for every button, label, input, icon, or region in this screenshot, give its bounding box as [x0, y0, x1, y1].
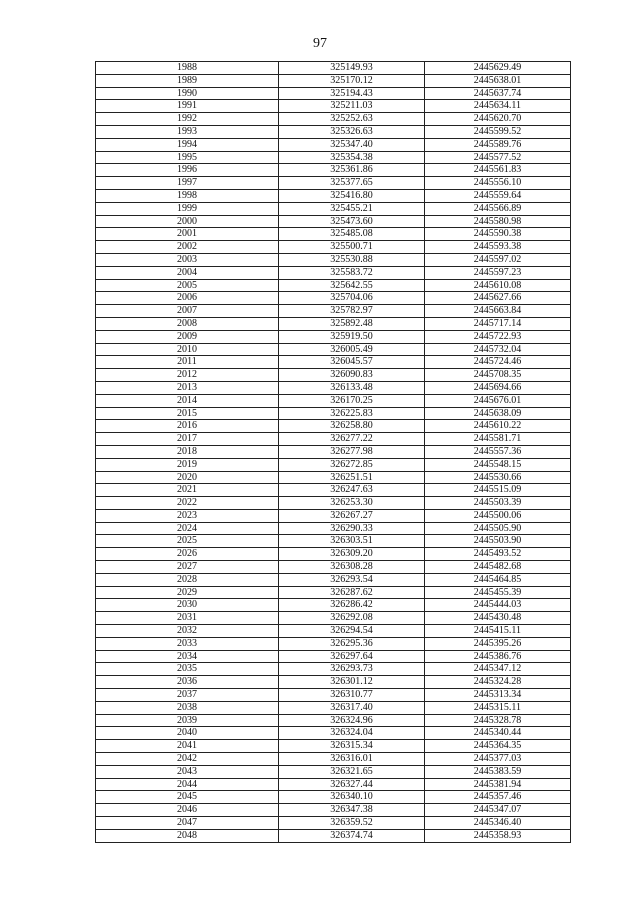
point-number-cell: 2038: [96, 701, 279, 714]
x-coordinate-cell: 326272.85: [279, 458, 425, 471]
point-number-cell: 2035: [96, 663, 279, 676]
point-number-cell: 2011: [96, 356, 279, 369]
x-coordinate-cell: 326308.28: [279, 561, 425, 574]
table-row: [96, 407, 571, 420]
table-row: [96, 164, 571, 177]
table-row: [96, 676, 571, 689]
x-coordinate-cell: 325919.50: [279, 330, 425, 343]
table-row: [96, 381, 571, 394]
y-coordinate-cell: 2445315.11: [425, 701, 571, 714]
table-row: [96, 433, 571, 446]
x-coordinate-cell: 326090.83: [279, 369, 425, 382]
x-coordinate-cell: 325455.21: [279, 202, 425, 215]
table-row: [96, 189, 571, 202]
table-row: [96, 343, 571, 356]
table-row: [96, 586, 571, 599]
x-coordinate-cell: 326315.34: [279, 740, 425, 753]
point-number-cell: 2010: [96, 343, 279, 356]
y-coordinate-cell: 2445444.03: [425, 599, 571, 612]
y-coordinate-cell: 2445358.93: [425, 829, 571, 842]
point-number-cell: 1999: [96, 202, 279, 215]
y-coordinate-cell: 2445597.23: [425, 266, 571, 279]
point-number-cell: 2024: [96, 522, 279, 535]
y-coordinate-cell: 2445347.12: [425, 663, 571, 676]
y-coordinate-cell: 2445629.49: [425, 62, 571, 75]
x-coordinate-cell: 325530.88: [279, 253, 425, 266]
table-row: [96, 458, 571, 471]
x-coordinate-cell: 326317.40: [279, 701, 425, 714]
table-row: [96, 305, 571, 318]
point-number-cell: 2013: [96, 381, 279, 394]
table-row: [96, 138, 571, 151]
table-row: [96, 625, 571, 638]
point-number-cell: 1994: [96, 138, 279, 151]
table-row: [96, 394, 571, 407]
y-coordinate-cell: 2445610.22: [425, 420, 571, 433]
point-number-cell: 2027: [96, 561, 279, 574]
x-coordinate-cell: 326045.57: [279, 356, 425, 369]
table-row: [96, 125, 571, 138]
table-row: [96, 74, 571, 87]
y-coordinate-cell: 2445590.38: [425, 228, 571, 241]
point-number-cell: 2031: [96, 612, 279, 625]
x-coordinate-cell: 326293.54: [279, 573, 425, 586]
x-coordinate-cell: 325252.63: [279, 113, 425, 126]
x-coordinate-cell: 325354.38: [279, 151, 425, 164]
y-coordinate-cell: 2445597.02: [425, 253, 571, 266]
y-coordinate-cell: 2445503.90: [425, 535, 571, 548]
x-coordinate-cell: 326374.74: [279, 829, 425, 842]
y-coordinate-cell: 2445557.36: [425, 445, 571, 458]
point-number-cell: 1996: [96, 164, 279, 177]
x-coordinate-cell: 325583.72: [279, 266, 425, 279]
table-row: [96, 548, 571, 561]
table-row: [96, 701, 571, 714]
point-number-cell: 2023: [96, 509, 279, 522]
point-number-cell: 2018: [96, 445, 279, 458]
x-coordinate-cell: 326290.33: [279, 522, 425, 535]
y-coordinate-cell: 2445637.74: [425, 87, 571, 100]
x-coordinate-cell: 326324.96: [279, 714, 425, 727]
point-number-cell: 1997: [96, 177, 279, 190]
point-number-cell: 2042: [96, 753, 279, 766]
table-row: [96, 471, 571, 484]
page-number: 97: [313, 36, 327, 51]
x-coordinate-cell: 325377.65: [279, 177, 425, 190]
table-row: [96, 829, 571, 842]
coordinates-table: [95, 61, 571, 843]
table-row: [96, 561, 571, 574]
y-coordinate-cell: 2445627.66: [425, 292, 571, 305]
table-row: [96, 215, 571, 228]
point-number-cell: 2020: [96, 471, 279, 484]
y-coordinate-cell: 2445561.83: [425, 164, 571, 177]
point-number-cell: 2006: [96, 292, 279, 305]
table-row: [96, 612, 571, 625]
point-number-cell: 2047: [96, 817, 279, 830]
table-row: [96, 62, 571, 75]
x-coordinate-cell: 326133.48: [279, 381, 425, 394]
point-number-cell: 2045: [96, 791, 279, 804]
point-number-cell: 2025: [96, 535, 279, 548]
y-coordinate-cell: 2445515.09: [425, 484, 571, 497]
table-row: [96, 535, 571, 548]
y-coordinate-cell: 2445347.07: [425, 804, 571, 817]
point-number-cell: 2009: [96, 330, 279, 343]
y-coordinate-cell: 2445395.26: [425, 637, 571, 650]
x-coordinate-cell: 325485.08: [279, 228, 425, 241]
x-coordinate-cell: 326253.30: [279, 497, 425, 510]
table-row: [96, 253, 571, 266]
y-coordinate-cell: 2445548.15: [425, 458, 571, 471]
x-coordinate-cell: 326225.83: [279, 407, 425, 420]
point-number-cell: 2016: [96, 420, 279, 433]
table-row: [96, 497, 571, 510]
point-number-cell: 2044: [96, 778, 279, 791]
x-coordinate-cell: 326277.98: [279, 445, 425, 458]
point-number-cell: 2048: [96, 829, 279, 842]
point-number-cell: 1988: [96, 62, 279, 75]
x-coordinate-cell: 325892.48: [279, 317, 425, 330]
point-number-cell: 1998: [96, 189, 279, 202]
x-coordinate-cell: 326258.80: [279, 420, 425, 433]
x-coordinate-cell: 326316.01: [279, 753, 425, 766]
y-coordinate-cell: 2445381.94: [425, 778, 571, 791]
point-number-cell: 2037: [96, 689, 279, 702]
y-coordinate-cell: 2445386.76: [425, 650, 571, 663]
x-coordinate-cell: 325170.12: [279, 74, 425, 87]
x-coordinate-cell: 326303.51: [279, 535, 425, 548]
y-coordinate-cell: 2445559.64: [425, 189, 571, 202]
point-number-cell: 2012: [96, 369, 279, 382]
x-coordinate-cell: 326005.49: [279, 343, 425, 356]
y-coordinate-cell: 2445620.70: [425, 113, 571, 126]
point-number-cell: 2033: [96, 637, 279, 650]
table-row: [96, 637, 571, 650]
y-coordinate-cell: 2445530.66: [425, 471, 571, 484]
y-coordinate-cell: 2445383.59: [425, 765, 571, 778]
x-coordinate-cell: 326340.10: [279, 791, 425, 804]
table-row: [96, 765, 571, 778]
y-coordinate-cell: 2445593.38: [425, 241, 571, 254]
point-number-cell: 2041: [96, 740, 279, 753]
y-coordinate-cell: 2445663.84: [425, 305, 571, 318]
x-coordinate-cell: 326251.51: [279, 471, 425, 484]
table-row: [96, 317, 571, 330]
y-coordinate-cell: 2445581.71: [425, 433, 571, 446]
table-row: [96, 714, 571, 727]
point-number-cell: 2030: [96, 599, 279, 612]
table-row: [96, 778, 571, 791]
y-coordinate-cell: 2445500.06: [425, 509, 571, 522]
x-coordinate-cell: 326321.65: [279, 765, 425, 778]
table-row: [96, 650, 571, 663]
point-number-cell: 2019: [96, 458, 279, 471]
table-row: [96, 509, 571, 522]
x-coordinate-cell: 325416.80: [279, 189, 425, 202]
x-coordinate-cell: 325347.40: [279, 138, 425, 151]
y-coordinate-cell: 2445676.01: [425, 394, 571, 407]
point-number-cell: 2022: [96, 497, 279, 510]
point-number-cell: 2003: [96, 253, 279, 266]
y-coordinate-cell: 2445580.98: [425, 215, 571, 228]
table-row: [96, 100, 571, 113]
x-coordinate-cell: 326293.73: [279, 663, 425, 676]
table-row: [96, 804, 571, 817]
point-number-cell: 1995: [96, 151, 279, 164]
point-number-cell: 2040: [96, 727, 279, 740]
table-row: [96, 369, 571, 382]
point-number-cell: 1993: [96, 125, 279, 138]
point-number-cell: 2017: [96, 433, 279, 446]
y-coordinate-cell: 2445599.52: [425, 125, 571, 138]
x-coordinate-cell: 326327.44: [279, 778, 425, 791]
table-row: [96, 689, 571, 702]
table-row: [96, 740, 571, 753]
y-coordinate-cell: 2445566.89: [425, 202, 571, 215]
y-coordinate-cell: 2445324.28: [425, 676, 571, 689]
point-number-cell: 2021: [96, 484, 279, 497]
table-row: [96, 791, 571, 804]
x-coordinate-cell: 326309.20: [279, 548, 425, 561]
y-coordinate-cell: 2445577.52: [425, 151, 571, 164]
y-coordinate-cell: 2445357.46: [425, 791, 571, 804]
point-number-cell: 2036: [96, 676, 279, 689]
y-coordinate-cell: 2445340.44: [425, 727, 571, 740]
x-coordinate-cell: 326297.64: [279, 650, 425, 663]
x-coordinate-cell: 326324.04: [279, 727, 425, 740]
y-coordinate-cell: 2445364.35: [425, 740, 571, 753]
x-coordinate-cell: 325500.71: [279, 241, 425, 254]
y-coordinate-cell: 2445732.04: [425, 343, 571, 356]
x-coordinate-cell: 326287.62: [279, 586, 425, 599]
y-coordinate-cell: 2445638.09: [425, 407, 571, 420]
point-number-cell: 2001: [96, 228, 279, 241]
coordinates-table-body: [96, 62, 571, 843]
y-coordinate-cell: 2445328.78: [425, 714, 571, 727]
table-row: [96, 177, 571, 190]
point-number-cell: 1989: [96, 74, 279, 87]
y-coordinate-cell: 2445556.10: [425, 177, 571, 190]
table-row: [96, 817, 571, 830]
x-coordinate-cell: 326347.38: [279, 804, 425, 817]
point-number-cell: 2005: [96, 279, 279, 292]
x-coordinate-cell: 325782.97: [279, 305, 425, 318]
point-number-cell: 2029: [96, 586, 279, 599]
x-coordinate-cell: 325361.86: [279, 164, 425, 177]
x-coordinate-cell: 325473.60: [279, 215, 425, 228]
y-coordinate-cell: 2445694.66: [425, 381, 571, 394]
y-coordinate-cell: 2445377.03: [425, 753, 571, 766]
point-number-cell: 1991: [96, 100, 279, 113]
point-number-cell: 2039: [96, 714, 279, 727]
point-number-cell: 2028: [96, 573, 279, 586]
x-coordinate-cell: 326170.25: [279, 394, 425, 407]
x-coordinate-cell: 325642.55: [279, 279, 425, 292]
point-number-cell: 2007: [96, 305, 279, 318]
y-coordinate-cell: 2445724.46: [425, 356, 571, 369]
y-coordinate-cell: 2445313.34: [425, 689, 571, 702]
x-coordinate-cell: 326247.63: [279, 484, 425, 497]
table-row: [96, 484, 571, 497]
x-coordinate-cell: 326277.22: [279, 433, 425, 446]
y-coordinate-cell: 2445708.35: [425, 369, 571, 382]
point-number-cell: 1990: [96, 87, 279, 100]
y-coordinate-cell: 2445634.11: [425, 100, 571, 113]
table-row: [96, 420, 571, 433]
x-coordinate-cell: 325211.03: [279, 100, 425, 113]
point-number-cell: 2008: [96, 317, 279, 330]
x-coordinate-cell: 326267.27: [279, 509, 425, 522]
table-row: [96, 330, 571, 343]
x-coordinate-cell: 326295.36: [279, 637, 425, 650]
y-coordinate-cell: 2445610.08: [425, 279, 571, 292]
x-coordinate-cell: 326301.12: [279, 676, 425, 689]
table-row: [96, 356, 571, 369]
table-row: [96, 727, 571, 740]
point-number-cell: 2014: [96, 394, 279, 407]
point-number-cell: 2002: [96, 241, 279, 254]
x-coordinate-cell: 326292.08: [279, 612, 425, 625]
table-row: [96, 599, 571, 612]
point-number-cell: 2026: [96, 548, 279, 561]
y-coordinate-cell: 2445503.39: [425, 497, 571, 510]
table-row: [96, 522, 571, 535]
y-coordinate-cell: 2445482.68: [425, 561, 571, 574]
y-coordinate-cell: 2445505.90: [425, 522, 571, 535]
table-row: [96, 753, 571, 766]
x-coordinate-cell: 326359.52: [279, 817, 425, 830]
y-coordinate-cell: 2445717.14: [425, 317, 571, 330]
y-coordinate-cell: 2445455.39: [425, 586, 571, 599]
y-coordinate-cell: 2445722.93: [425, 330, 571, 343]
table-row: [96, 87, 571, 100]
point-number-cell: 2043: [96, 765, 279, 778]
x-coordinate-cell: 325704.06: [279, 292, 425, 305]
y-coordinate-cell: 2445638.01: [425, 74, 571, 87]
point-number-cell: 2000: [96, 215, 279, 228]
point-number-cell: 2032: [96, 625, 279, 638]
table-row: [96, 266, 571, 279]
table-row: [96, 663, 571, 676]
x-coordinate-cell: 326286.42: [279, 599, 425, 612]
x-coordinate-cell: 325326.63: [279, 125, 425, 138]
point-number-cell: 2046: [96, 804, 279, 817]
x-coordinate-cell: 325149.93: [279, 62, 425, 75]
y-coordinate-cell: 2445589.76: [425, 138, 571, 151]
table-row: [96, 228, 571, 241]
x-coordinate-cell: 325194.43: [279, 87, 425, 100]
table-row: [96, 113, 571, 126]
table-row: [96, 292, 571, 305]
table-row: [96, 573, 571, 586]
table-row: [96, 151, 571, 164]
y-coordinate-cell: 2445346.40: [425, 817, 571, 830]
table-row: [96, 445, 571, 458]
x-coordinate-cell: 326310.77: [279, 689, 425, 702]
y-coordinate-cell: 2445464.85: [425, 573, 571, 586]
table-row: [96, 202, 571, 215]
point-number-cell: 2004: [96, 266, 279, 279]
table-row: [96, 279, 571, 292]
point-number-cell: 2034: [96, 650, 279, 663]
table-row: [96, 241, 571, 254]
y-coordinate-cell: 2445415.11: [425, 625, 571, 638]
x-coordinate-cell: 326294.54: [279, 625, 425, 638]
point-number-cell: 2015: [96, 407, 279, 420]
y-coordinate-cell: 2445493.52: [425, 548, 571, 561]
point-number-cell: 1992: [96, 113, 279, 126]
y-coordinate-cell: 2445430.48: [425, 612, 571, 625]
